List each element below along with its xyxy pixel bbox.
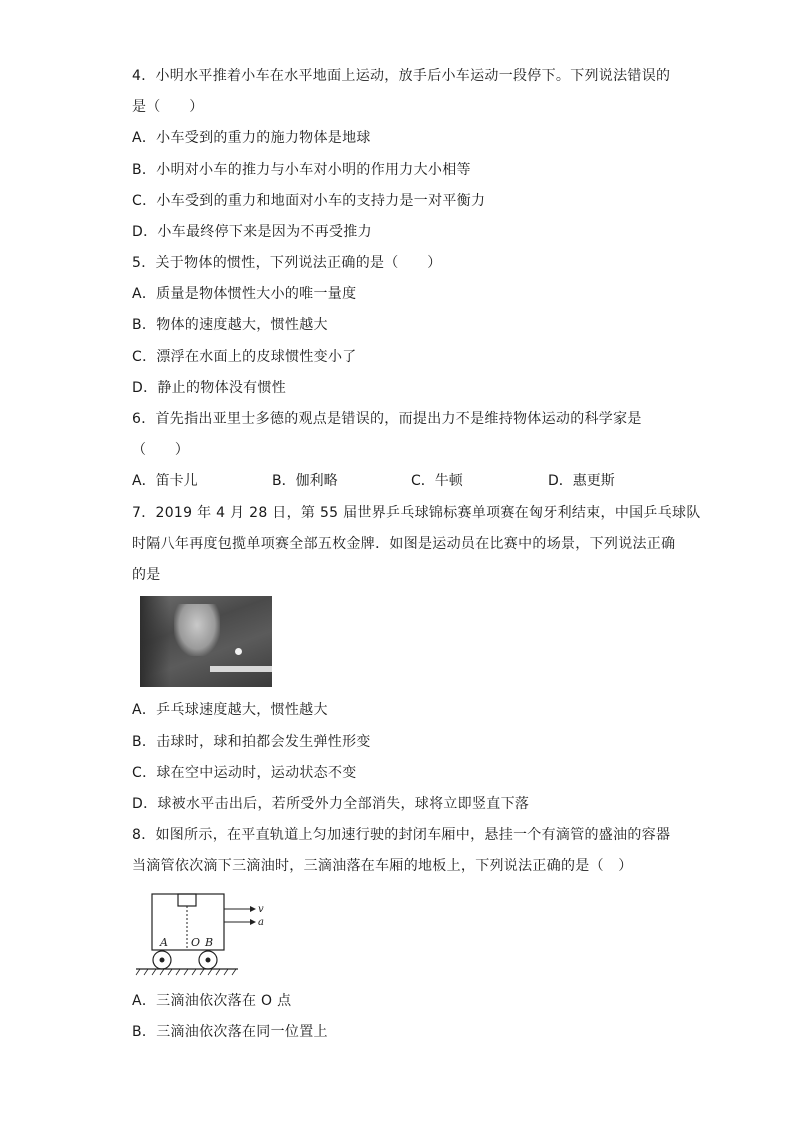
q6-option-d: D．惠更斯: [548, 473, 615, 489]
q6-stem-line-1: 6．首先指出亚里士多德的观点是错误的，而提出力不是维持物体运动的科学家是: [132, 411, 642, 427]
q7-option-c: C．球在空中运动时，运动状态不变: [132, 765, 357, 781]
label-point-a: A: [160, 936, 168, 949]
q5-option-d: D．静止的物体没有惯性: [132, 380, 287, 396]
train-car-diagram: [134, 888, 274, 980]
q6-option-c: C．牛顿: [411, 473, 463, 489]
q7-option-a: A．乒乓球速度越大，惯性越大: [132, 702, 328, 718]
velocity-arrowhead: [250, 906, 256, 912]
ping-pong-ball: [235, 648, 242, 655]
q5-stem: 5．关于物体的惯性，下列说法正确的是（ ）: [132, 255, 442, 271]
q6-option-b: B．伽利略: [272, 473, 338, 489]
acceleration-arrowhead: [250, 919, 256, 925]
q5-option-b: B．物体的速度越大，惯性越大: [132, 317, 328, 333]
label-point-b: B: [205, 936, 214, 949]
q4-stem-line-1: 4．小明水平推着小车在水平地面上运动，放手后小车运动一段停下。下列说法错误的: [132, 68, 671, 84]
label-v: v: [258, 904, 264, 915]
q7-option-d: D．球被水平击出后，若所受外力全部消失，球将立即竖直下落: [132, 796, 530, 812]
q7-option-b: B．击球时，球和拍都会发生弹性形变: [132, 734, 371, 750]
label-point-o: O: [191, 936, 201, 949]
q7-stem-line-1: 7．2019 年 4 月 28 日，第 55 届世界乒乓球锦标赛单项赛在匈牙利结束，中国乒乓球队: [132, 505, 701, 521]
ground-hatching: [136, 969, 236, 975]
q8-option-a: A．三滴油依次落在 O 点: [132, 993, 292, 1009]
q8-stem-line-1: 8．如图所示，在平直轨道上匀加速行驶的封闭车厢中，悬挂一个有滴管的盛油的容器: [132, 827, 671, 843]
wheel-left-hub: [160, 958, 165, 963]
q8-option-b: B．三滴油依次落在同一位置上: [132, 1024, 328, 1040]
player-figure: [174, 604, 220, 656]
q4-option-d: D．小车最终停下来是因为不再受推力: [132, 224, 372, 240]
q6-stem-line-2: （ ）: [132, 442, 190, 458]
q4-option-c: C．小车受到的重力和地面对小车的支持力是一对平衡力: [132, 193, 486, 209]
label-a: a: [258, 917, 264, 928]
q6-option-a: A．笛卡儿: [132, 473, 198, 489]
table-edge: [210, 666, 272, 672]
table-tennis-photo: [140, 596, 272, 687]
q5-option-a: A．质量是物体惯性大小的唯一量度: [132, 286, 357, 302]
q4-stem-line-2: 是（ ）: [132, 99, 204, 115]
q7-stem-line-3: 的是: [132, 567, 161, 583]
q7-stem-line-2: 时隔八年再度包揽单项赛全部五枚金牌．如图是运动员在比赛中的场景，下列说法正确: [132, 536, 676, 552]
q4-option-b: B．小明对小车的推力与小车对小明的作用力大小相等: [132, 162, 471, 178]
q4-option-a: A．小车受到的重力的施力物体是地球: [132, 130, 371, 146]
q8-stem-line-2: 当滴管依次滴下三滴油时，三滴油落在车厢的地板上，下列说法正确的是（ ）: [132, 858, 633, 874]
wheel-right-hub: [206, 958, 211, 963]
q5-option-c: C．漂浮在水面上的皮球惯性变小了: [132, 349, 357, 365]
photo-shadow: [140, 596, 170, 687]
oil-container: [178, 894, 196, 906]
